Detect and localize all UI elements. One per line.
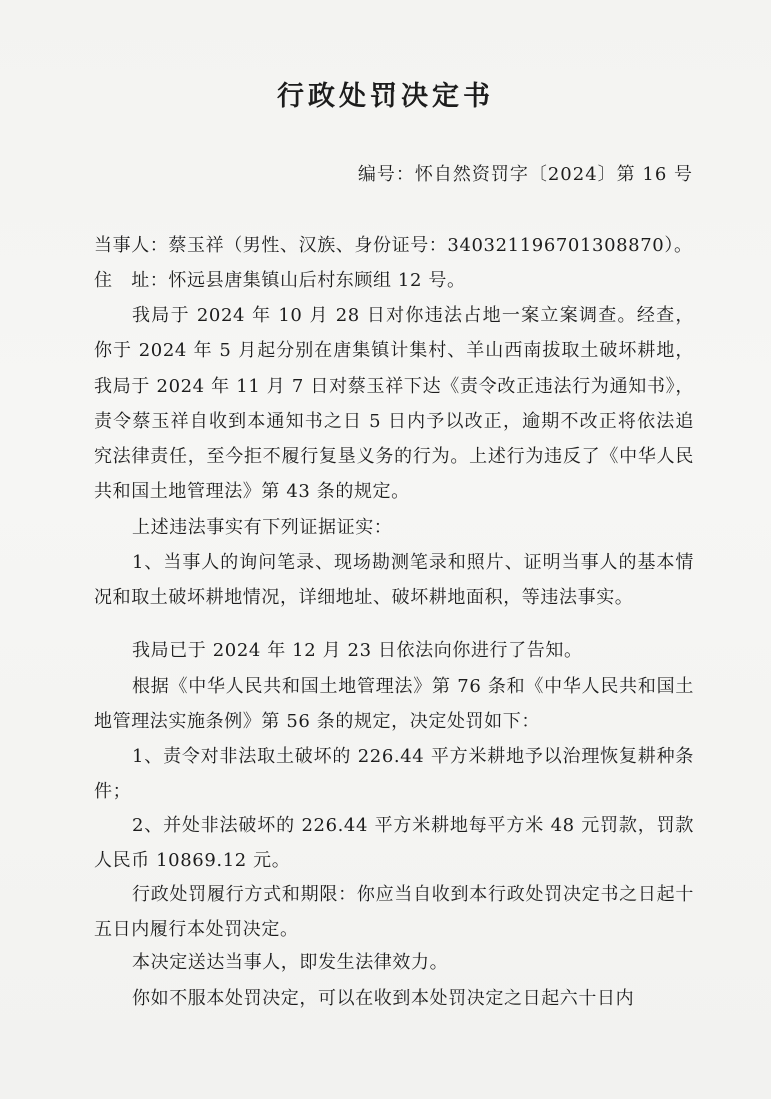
paragraph-appeal: 你如不服本处罚决定，可以在收到本处罚决定之日起六十日内 xyxy=(132,988,635,1009)
paragraph-penalty-1: 1、责令对非法取土破坏的 226.44 平方米耕地予以治理恢复耕种条件； xyxy=(94,746,694,803)
party-value: 蔡玉祥（男性、汉族、身份证号：340321196701308870）。 xyxy=(168,235,693,256)
party-line xyxy=(94,228,694,263)
paragraph-legal-basis: 根据《中华人民共和国土地管理法》第 76 条和《中华人民共和国土地管理法实施条例》第 56 条的规定，决定处罚如下： xyxy=(94,676,694,733)
document-title: 行政处罚决定书 xyxy=(277,81,494,112)
paragraph-notification: 我局已于 2024 年 12 月 23 日依法向你进行了告知。 xyxy=(132,640,583,661)
paragraph-effect: 本决定送达当事人，即发生法律效力。 xyxy=(132,952,449,973)
paragraph-evidence-item-1: 1、当事人的询问笔录、现场勘测笔录和照片、证明当事人的基本情况和取土破坏耕地情况，详细地址、破坏耕地面积，等违法事实。 xyxy=(94,552,694,609)
address-line xyxy=(94,263,694,298)
paragraph-evidence-intro: 上述违法事实有下列证据证实： xyxy=(132,517,393,538)
party-label: 当事人： xyxy=(94,235,169,256)
paragraph-performance: 行政处罚履行方式和期限：你应当自收到本行政处罚决定书之日起十五日内履行本处罚决定。 xyxy=(94,884,694,941)
document-number: 编号：怀自然资罚字〔2024〕第 16 号 xyxy=(357,164,693,185)
address-label: 住 址： xyxy=(94,270,169,291)
paragraph-facts: 我局于 2024 年 10 月 28 日对你违法占地一案立案调查。经查，你于 2024 年 5 月起分别在唐集镇计集村、羊山西南拔取土破坏耕地，我局于 2024 年 11 月 7 日对蔡玉祥下达《责令改正违法行为通知书》，责令蔡玉祥自收到本通知书之日 5 日内予以改正，逾期不改正将依法追究法律责任，至今拒不履行复垦义务的行为。上述行为违反了《中华人民共和国土地管理法》第 43 条的规定。 xyxy=(94,305,694,503)
address-value: 怀远县唐集镇山后村东顾组 12 号。 xyxy=(168,270,466,291)
paragraph-penalty-2: 2、并处非法破坏的 226.44 平方米耕地每平方米 48 元罚款，罚款人民币 10869.12 元。 xyxy=(94,815,694,872)
